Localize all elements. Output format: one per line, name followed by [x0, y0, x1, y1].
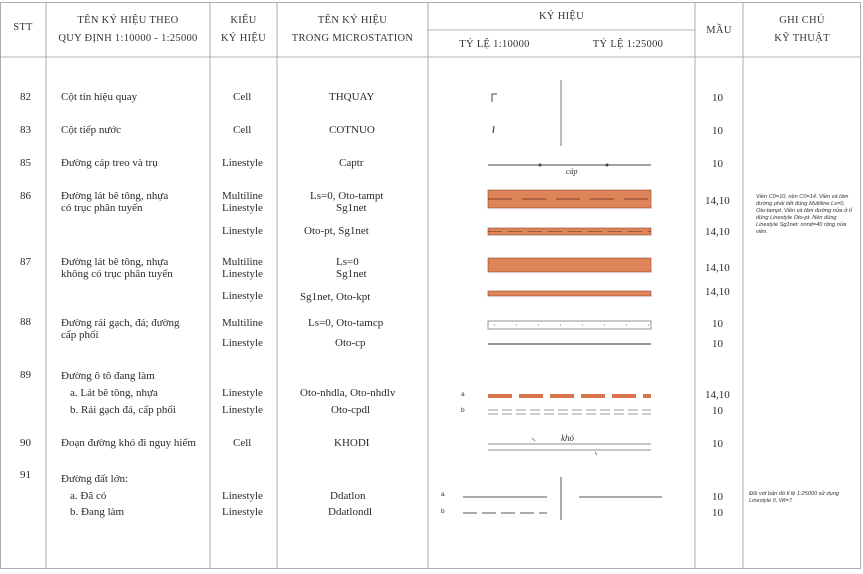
row-85-type: Linestyle	[222, 157, 263, 169]
row-88-name-2: cấp phối	[61, 329, 99, 341]
row-87b-color: 14,10	[705, 286, 730, 298]
header-color: MẦU	[706, 25, 732, 36]
row-87b-type: Linestyle	[222, 290, 263, 302]
cable-label: cáp	[566, 167, 578, 176]
row-88-type: Multiline	[222, 317, 263, 329]
header-stt: STT	[13, 22, 33, 33]
header-name-line1: TÊN KÝ HIỆU THEO	[77, 15, 179, 26]
header-type-line2: KÝ HIỆU	[221, 33, 266, 44]
row-91a-color: 10	[712, 491, 723, 503]
row-87-name-2: không có trục phân tuyến	[61, 268, 173, 280]
row-90-type: Cell	[233, 437, 252, 449]
row-87b-ms: Sg1net, Oto-kpt	[300, 291, 371, 303]
row-89b-ms: Oto-cpdl	[331, 404, 371, 416]
row-86-stt: 86	[20, 190, 31, 202]
row-86-name-1: Đường lát bê tông, nhựa	[61, 190, 169, 202]
row-91b-name: b. Đang làm	[70, 506, 125, 518]
row-89a-color: 14,10	[705, 389, 730, 401]
label-89-b: b	[461, 407, 465, 414]
row-83-name: Cột tiếp nước	[61, 124, 122, 136]
row-90-ms: KHODI	[334, 437, 370, 449]
hazard-label: khó	[561, 433, 574, 443]
row-91-stt: 91	[20, 469, 31, 481]
row-85-color: 10	[712, 158, 723, 170]
row-90-name: Đoạn đường khó đi nguy hiểm	[61, 437, 196, 449]
row-87-color: 14,10	[705, 262, 730, 274]
row-86-color: 14,10	[705, 195, 730, 207]
row-89-name: Đường ô tô đang làm	[61, 370, 155, 382]
row-89b-name: b. Rải gạch đá, cấp phối	[70, 404, 176, 416]
row-83-ms: COTNUO	[329, 124, 375, 136]
row-87-type-1: Multiline	[222, 256, 263, 268]
road-90-mark-1	[532, 438, 535, 441]
row-86-type-1: Multiline	[222, 190, 263, 202]
row-91a-type: Linestyle	[222, 490, 263, 502]
technical-note-91: Đối với bản đồ tỉ lệ 1:25000 sử dụng Linestyle 0, Wt=7	[749, 491, 839, 504]
row-90-color: 10	[712, 438, 723, 450]
row-82-stt: 82	[20, 91, 31, 103]
water-post-symbol	[493, 126, 494, 133]
row-86-name-2: có trục phân tuyến	[61, 202, 143, 214]
header-scale-10000: TỶ LỆ 1:10000	[459, 39, 530, 50]
row-83-stt: 83	[20, 124, 31, 136]
label-91-b: b	[441, 508, 445, 515]
cable-tower-1	[539, 164, 542, 167]
row-82-ms: THQUAY	[329, 91, 375, 103]
row-87-type-2: Linestyle	[222, 268, 263, 280]
row-85-stt: 85	[20, 157, 31, 169]
label-89-a: a	[461, 391, 465, 398]
row-86b-color: 14,10	[705, 226, 730, 238]
row-88-name-1: Đường rải gạch, đá; đường	[61, 317, 180, 329]
row-91-name: Đường đất lớn:	[61, 473, 129, 485]
header-note-line1: GHI CHÚ	[779, 15, 825, 26]
header-ms-line1: TÊN KÝ HIỆU	[317, 15, 388, 26]
road-87-multiline	[488, 258, 651, 272]
header-type-line1: KIỂU	[230, 15, 257, 26]
row-88-ms: Ls=0, Oto-tamcp	[308, 317, 384, 329]
row-91b-color: 10	[712, 507, 723, 519]
row-85-ms: Captr	[339, 157, 364, 169]
header-name-line2: QUY ĐỊNH 1:10000 - 1:25000	[58, 33, 198, 44]
row-91b-type: Linestyle	[222, 506, 263, 518]
row-86-type-2: Linestyle	[222, 202, 263, 214]
row-89b-color: 10	[712, 405, 723, 417]
row-88-color: 10	[712, 318, 723, 330]
signal-post-symbol	[492, 94, 497, 102]
row-90-stt: 90	[20, 437, 31, 449]
row-86-ms-1: Ls=0, Oto-tampt	[310, 190, 384, 202]
row-91a-name: a. Đã có	[70, 490, 107, 502]
row-89a-type: Linestyle	[222, 387, 263, 399]
header-symbol: KÝ HIỆU	[539, 11, 584, 22]
row-87-ms-1: Ls=0	[336, 256, 359, 268]
road-90-mark-2	[595, 452, 597, 455]
row-91b-ms: Ddatlondl	[328, 506, 372, 518]
row-88b-type: Linestyle	[222, 337, 263, 349]
row-88b-color: 10	[712, 338, 723, 350]
row-89a-name: a. Lát bê tông, nhựa	[70, 387, 158, 399]
row-82-name: Cột tín hiệu quay	[61, 91, 138, 103]
row-87-stt: 87	[20, 256, 31, 268]
row-86b-ms: Oto-pt, Sg1net	[304, 225, 369, 237]
row-86-ms-2: Sg1net	[336, 202, 367, 214]
row-83-type: Cell	[233, 124, 252, 136]
row-86b-type: Linestyle	[222, 225, 263, 237]
cable-tower-2	[606, 164, 609, 167]
label-91-a: a	[441, 491, 445, 498]
row-89b-type: Linestyle	[222, 404, 263, 416]
row-87-name-1: Đường lát bê tông, nhựa	[61, 256, 169, 268]
row-89-stt: 89	[20, 369, 31, 381]
row-82-type: Cell	[233, 91, 252, 103]
row-91a-ms: Ddatlon	[330, 490, 366, 502]
technical-note-86: Viền C0=10, nền C0=14. Viền và tâm đường phải tiết đúng Multiline Ls=0, Oto-tampt. Viền và tâm đường nửa ở tỉ đúng Linestyle Oto-pt. Nền đúng Linestyle Sg1net: nnnd=40 rộng nửa viền.	[756, 194, 852, 235]
row-87-ms-2: Sg1net	[336, 268, 367, 280]
row-85-name: Đường cáp treo và trụ	[61, 157, 158, 169]
header-scale-25000: TỶ LỆ 1:25000	[592, 39, 664, 50]
row-88-stt: 88	[20, 316, 31, 328]
row-89a-ms: Oto-nhdla, Oto-nhdlv	[300, 387, 396, 399]
row-82-color: 10	[712, 92, 723, 104]
row-83-color: 10	[712, 125, 723, 137]
header-ms-line2: TRONG MICROSTATION	[291, 33, 414, 44]
header-note-line2: KỸ THUẬT	[774, 33, 830, 44]
road-87-linestyle	[488, 291, 651, 296]
row-88b-ms: Oto-cp	[335, 337, 366, 349]
